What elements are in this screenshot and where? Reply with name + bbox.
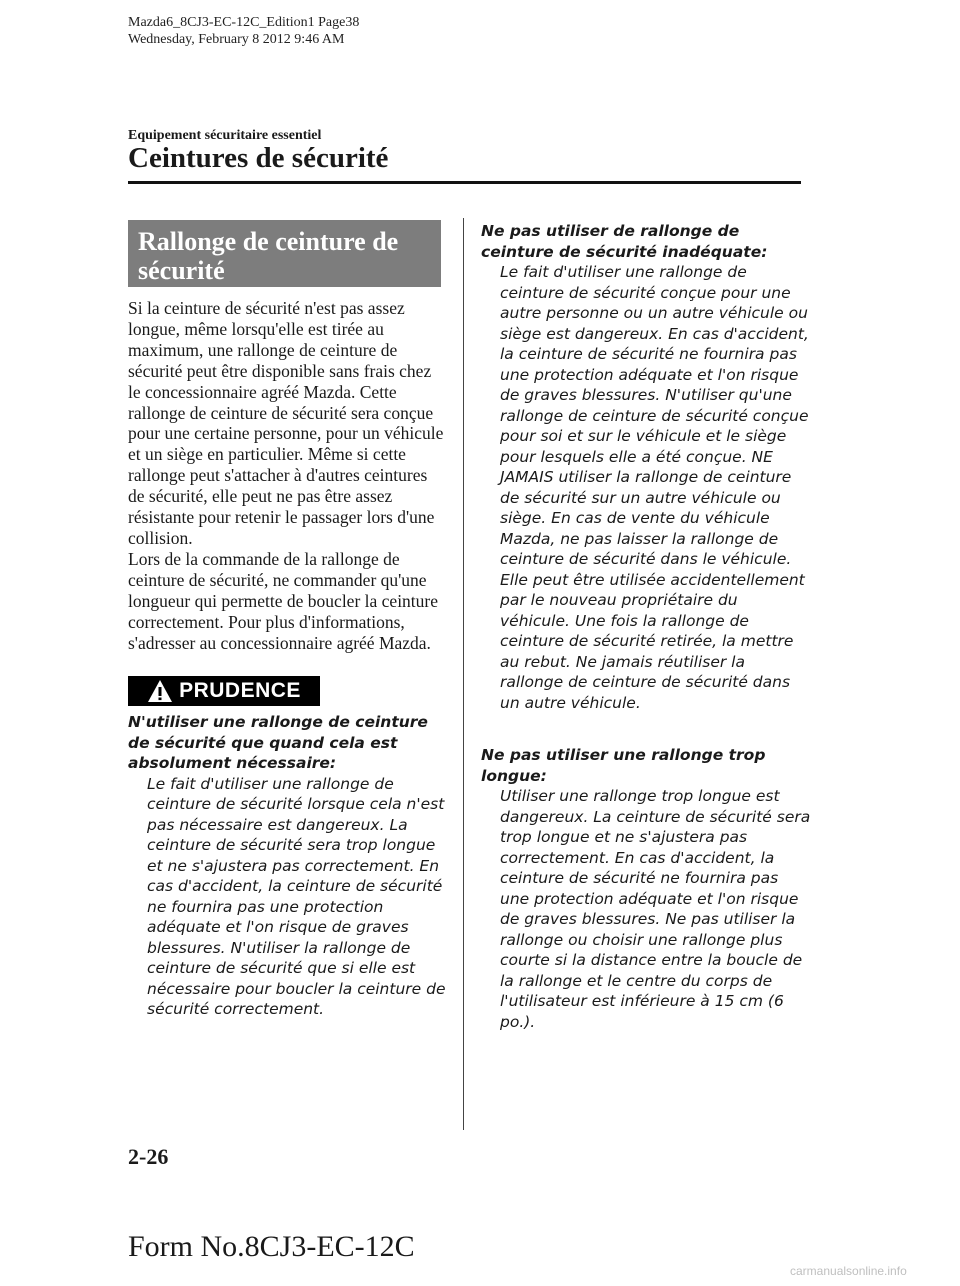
caution-banner xyxy=(128,676,320,706)
form-number: Form No.8CJ3-EC-12C xyxy=(128,1230,415,1263)
warning-text: Le fait d'utiliser une rallonge de ceinture de sécurité conçue pour une autre personne ou un autre véhicule ou siège est dangereux. En cas d'accident, la ceinture de sécurité ne fournira pas une protection adéquate et l'on risque de graves blessures. N'utiliser qu'une rallonge de ceinture de sécurité conçue pour soi et sur le véhicule et le siège pour lesquels elle a été conçue. NE JAMAIS utiliser la rallonge de ceinture de sécurité sur un autre véhicule ou siège. En cas de vente du véhicule Mazda, ne pas laisser la rallonge de ceinture de sécurité dans le véhicule. Elle peut être utilisée accidentellement par le nouveau propriétaire du véhicule. Une fois la rallonge de ceinture de sécurité retirée, la mettre au rebut. Ne jamais réutiliser la rallonge de ceinture de sécurité dans un autre véhicule. xyxy=(500,263,809,712)
section-title-line2: sécurité xyxy=(138,256,225,285)
print-header xyxy=(128,14,359,48)
body-paragraph-2: Lors de la commande de la rallonge de ceinture de sécurité, ne commander qu'une longueur qui permette de boucler la ceinture correctement. Pour plus d'informations, s'adresser au concessionnaire agréé Mazda. xyxy=(128,548,439,653)
warning-text: Le fait d'utiliser une rallonge de ceinture de sécurité lorsque cela n'est pas nécessaire est dangereux. La ceinture de sécurité sera trop longue et ne s'ajustera pas correctement. En cas d'accident, la ceinture de sécurité ne fournira pas une protection adéquate et l'on risque de graves blessures. N'utiliser la rallonge de ceinture de sécurité que si elle est nécessaire pour boucler la ceinture de sécurité correctement. xyxy=(147,774,446,1018)
section-title-box xyxy=(128,220,441,287)
warning-block-1 xyxy=(128,712,448,1020)
chapter-title: Ceintures de sécurité xyxy=(128,142,389,174)
warning-heading: Ne pas utiliser de rallonge de ceinture de sécurité inadéquate: xyxy=(481,222,768,261)
warning-text: Utiliser une rallonge trop longue est dangereux. La ceinture de sécurité sera trop longue et ne s'ajustera pas correctement. En cas d'accident, la ceinture de sécurité ne fournira pas une protection adéquate et l'on risque de graves blessures. Ne pas utiliser la rallonge ou choisir une rallonge plus courte si la distance entre la boucle de la rallonge et le centre du corps de l'utilisateur est inférieure à 15 cm (6 po.). xyxy=(500,787,811,1031)
body-text xyxy=(128,298,446,653)
print-header-line1: Mazda6_8CJ3-EC-12C_Edition1 Page38 xyxy=(128,15,360,30)
page-number: 2-26 xyxy=(128,1144,169,1169)
column-divider xyxy=(463,218,464,1130)
body-paragraph-1: Si la ceinture de sécurité n'est pas assez longue, même lorsqu'elle est tirée au maximum, une rallonge de ceinture de sécurité peut être disponible sans frais chez le concessionnaire agréé Mazda. Cette rallonge de ceinture de sécurité sera conçue pour une certaine personne, pour un véhicule et un siège en particulier. Même si cette rallonge peut s'attacher à d'autres ceintures de sécurité, elle peut ne pas être assez résistante pour retenir le passager lors d'une collision. xyxy=(128,298,444,548)
warning-heading: N'utiliser une rallonge de ceinture de sécurité que quand cela est absolument nécessaire: xyxy=(128,713,428,772)
warning-triangle-icon xyxy=(147,679,173,703)
warning-block-2 xyxy=(481,221,811,713)
print-header-line2: Wednesday, February 8 2012 9:46 AM xyxy=(128,32,345,47)
warning-heading: Ne pas utiliser une rallonge trop longue: xyxy=(481,746,766,785)
title-rule xyxy=(128,181,801,184)
section-title-line1: Rallonge de ceinture de xyxy=(138,227,399,256)
breadcrumb: Equipement sécuritaire essentiel xyxy=(128,128,322,143)
warning-block-3 xyxy=(481,745,811,1032)
watermark: carmanualsonline.info xyxy=(790,1264,907,1278)
caution-label: PRUDENCE xyxy=(179,679,301,702)
